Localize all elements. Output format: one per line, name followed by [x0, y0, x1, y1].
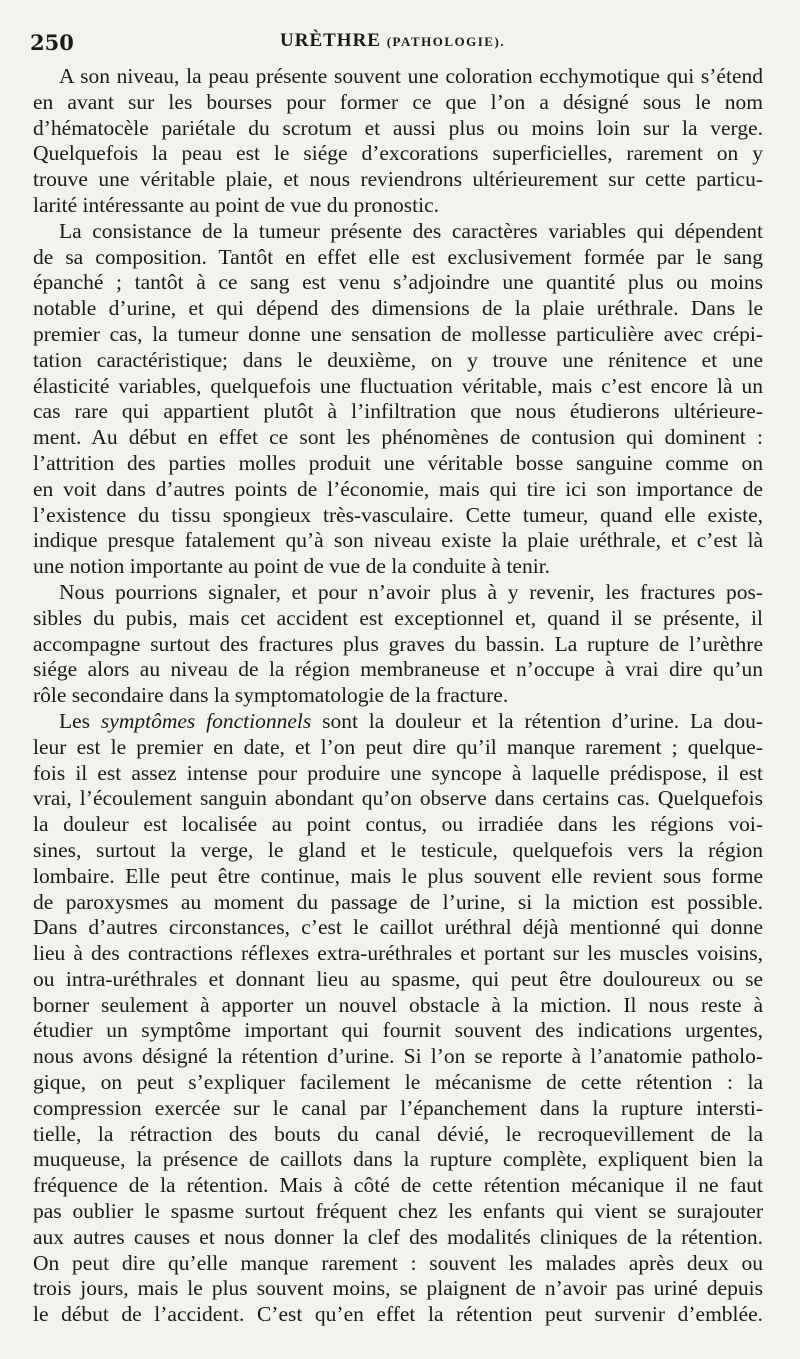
text-line: le début de l’accident. C’est qu’en effet la rétention peut survenir d’emblée.: [33, 1302, 763, 1327]
text-line: en voit dans d’autres points de l’économie, mais qui tire ici son importance de: [33, 476, 763, 501]
text-fragment: Les: [59, 708, 101, 733]
text-line: d’hématocèle pariétale du scrotum et aussi plus ou moins loin sur la verge.: [33, 115, 763, 140]
text-line: rôle secondaire dans la symptomatologie de la fracture.: [33, 683, 509, 708]
text-line: la douleur est localisée au point contus, ou irradiée dans les régions voi-: [33, 812, 763, 837]
text-line: l’attrition des parties molles produit une véritable bosse sanguine comme on: [33, 450, 763, 475]
text-line: ou intra-uréthrales et donnant lieu au spasme, qui peut être douloureux ou se: [33, 966, 763, 991]
text-line: trouve une véritable plaie, et nous reviendrons ultérieurement sur cette particu-: [33, 167, 763, 192]
text-line: fréquence de la rétention. Mais à côté de cette rétention mécanique il ne faut: [33, 1173, 763, 1198]
text-line: en avant sur les bourses pour former ce que l’on a désigné sous le nom: [33, 89, 763, 114]
text-line: sines, surtout la verge, le gland et le testicule, quelquefois vers la région: [33, 837, 763, 862]
text-line: de sa composition. Tantôt en effet elle est exclusivement formée par le sang: [33, 244, 763, 269]
text-line: lieu à des contractions réflexes extra-uréthrales et portant sur les muscles voisins,: [33, 941, 763, 966]
text-line: notable d’urine, et qui dépend des dimensions de la plaie uréthrale. Dans le: [33, 296, 763, 321]
text-line: l’existence du tissu spongieux très-vasculaire. Cette tumeur, quand elle existe,: [33, 502, 763, 527]
text-line: accompagne surtout des fractures plus graves du bassin. La rupture de l’urèthre: [33, 631, 763, 656]
text-line: siége alors au niveau de la région membraneuse et n’occupe à vrai dire qu’un: [33, 657, 763, 682]
text-line: ment. Au début en effet ce sont les phénomènes de contusion qui dominent :: [33, 425, 763, 450]
text-line: sibles du pubis, mais cet accident est exceptionnel et, quand il se présente, il: [33, 605, 763, 630]
text-line: Quelquefois la peau est le siége d’excorations superficielles, rarement on y: [33, 141, 763, 166]
text-line: [33, 709, 763, 735]
text-line: tielle, la rétraction des bouts du canal dévié, le recroquevillement de la: [33, 1121, 763, 1146]
text-line: compression exercée sur le canal par l’épanchement dans la rupture intersti-: [33, 1095, 763, 1120]
text-line: muqueuse, la présence de caillots dans la rupture complète, expliquent bien la: [33, 1147, 763, 1172]
text-line: premier cas, la tumeur donne une sensation de mollesse particulière avec crépi-: [33, 321, 763, 346]
text-line: Nous pourrions signaler, et pour n’avoir plus à y revenir, les fractures pos-: [59, 579, 763, 604]
italic-term: symptômes fonctionnels: [100, 708, 312, 733]
text-line: A son niveau, la peau présente souvent une coloration ecchymotique qui s’étend: [59, 64, 763, 88]
text-line: gique, on peut s’expliquer facilement le mécanisme de cette rétention : la: [33, 1070, 763, 1095]
running-title-sub: (PATHOLOGIE).: [386, 34, 506, 49]
text-line: une notion importante au point de vue de la conduite à tenir.: [33, 554, 551, 579]
running-title-main: URÈTHRE: [280, 30, 381, 51]
text-line: de paroxysmes au moment du passage de l’urine, si la miction est possible.: [33, 889, 763, 914]
text-line: indique presque fatalement qu’à son niveau existe la plaie uréthrale, et c’est là: [33, 528, 763, 553]
text-line: trois jours, mais le plus souvent moins, se plaignent de n’avoir pas uriné depuis: [33, 1276, 763, 1301]
text-line: La consistance de la tumeur présente des caractères variables qui dépendent: [59, 218, 763, 243]
text-line: épanché ; tantôt à ce sang est venu s’adjoindre une quantité plus ou moins: [33, 270, 763, 295]
text-line: étudier un symptôme important qui fournit souvent des indications urgentes,: [33, 1018, 763, 1043]
text-line: larité intéressante au point de vue du pronostic.: [33, 192, 439, 217]
text-line: borner seulement à apporter un nouvel obstacle à la miction. Il nous reste à: [33, 992, 763, 1017]
page-number: 250: [30, 30, 74, 55]
text-line: élasticité variables, quelquefois une fluctuation véritable, mais c’est encore là un: [33, 373, 763, 398]
text-line: lombaire. Elle peut être continue, mais le plus souvent elle revient sous forme: [33, 863, 763, 888]
running-title: [280, 30, 505, 52]
page-header: [30, 30, 770, 58]
text-line: cas rare qui appartient plutôt à l’infiltration que nous étudierons ultérieure-: [33, 399, 763, 424]
body-text: [33, 64, 763, 1328]
text-line: aux autres causes et nous donner la clef des modalités cliniques de la rétention.: [33, 1224, 763, 1249]
text-line: On peut dire qu’elle manque rarement : souvent les malades après deux ou: [33, 1250, 763, 1275]
text-fragment: sont la douleur et la rétention d’urine. La dou-: [311, 708, 763, 733]
text-line: vrai, l’écoulement sanguin abondant qu’on observe dans certains cas. Quelquefois: [33, 786, 763, 811]
text-line: leur est le premier en date, et l’on peut dire qu’il manque rarement ; quelque-: [33, 734, 763, 759]
text-line: pas oublier le spasme surtout fréquent chez les enfants qui vient se surajouter: [33, 1199, 763, 1224]
text-line: fois il est assez intense pour produire une syncope à laquelle prédispose, il est: [33, 760, 763, 785]
text-line: Dans d’autres circonstances, c’est le caillot uréthral déjà mentionné qui donne: [33, 915, 763, 940]
text-line: tation caractéristique; dans le deuxième, on y trouve une rénitence et une: [33, 347, 763, 372]
text-line: nous avons désigné la rétention d’urine. Si l’on se reporte à l’anatomie patholo-: [33, 1044, 763, 1069]
